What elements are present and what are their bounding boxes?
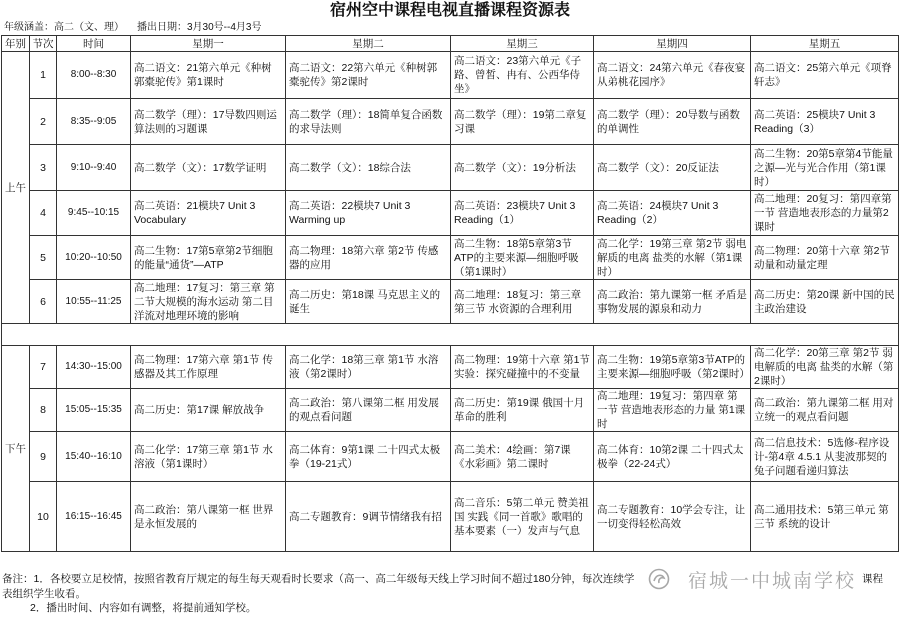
course-cell-wed: 高二生物：18第5章第3节ATP的主要来源—细胞呼吸（第1课时） xyxy=(451,236,594,280)
note-line-1-tail: 课程 xyxy=(862,573,883,585)
schedule-row xyxy=(2,191,899,236)
course-cell-thu: 高二数学（理）：20导数与函数的单调性 xyxy=(594,99,751,145)
separator-cell xyxy=(2,324,899,346)
period-time: 9:45--10:15 xyxy=(57,191,131,236)
course-cell-thu: 高二语文：24第六单元《春夜宴从弟桃花园序》 xyxy=(594,52,751,99)
period-time: 8:35--9:05 xyxy=(57,99,131,145)
course-cell-mon: 高二政治：第八课第一框 世界是永恒发展的 xyxy=(131,482,286,552)
course-cell-tue: 高二数学（文）：18综合法 xyxy=(286,145,451,191)
course-cell-fri: 高二物理：20第十六章 第2节动量和动量定理 xyxy=(751,236,899,280)
course-cell-thu: 高二化学：19第三章 第2节 弱电解质的电离 盐类的水解（第1课时） xyxy=(594,236,751,280)
header-day-mon: 星期一 xyxy=(131,36,286,52)
course-cell-wed: 高二数学（文）：19分析法 xyxy=(451,145,594,191)
course-cell-wed: 高二物理：19第十六章 第1节 实验：探究碰撞中的不变量 xyxy=(451,346,594,389)
course-cell-wed: 高二音乐：5第二单元 赞美祖国 实践《同一首歌》歌唱的基本要素（一）发声与气息 xyxy=(451,482,594,552)
note-line-2: 表组织学生收看。 xyxy=(2,587,86,600)
course-cell-tue: 高二化学：18第三章 第1节 水溶液（第2课时） xyxy=(286,346,451,389)
period-number: 7 xyxy=(30,346,57,389)
period-number: 8 xyxy=(30,389,57,432)
header-day-wed: 星期三 xyxy=(451,36,594,52)
course-cell-mon: 高二生物：17第5章第2节细胞的能量“通货”—ATP xyxy=(131,236,286,280)
course-cell-mon: 高二语文：21第六单元《种树郭橐驼传》第1课时 xyxy=(131,52,286,99)
course-cell-thu: 高二生物：19第5章第3节ATP的主要来源—细胞呼吸（第2课时） xyxy=(594,346,751,389)
course-cell-tue: 高二专题教育：9调节情绪我有招 xyxy=(286,482,451,552)
course-cell-wed: 高二地理：18复习：第三章第三节 水资源的合理利用 xyxy=(451,280,594,324)
header-period: 节次 xyxy=(30,36,57,52)
period-number: 10 xyxy=(30,482,57,552)
course-cell-fri: 高二通用技术：5第三单元 第三节 系统的设计 xyxy=(751,482,899,552)
course-cell-wed: 高二语文：23第六单元《子路、曾皙、冉有、公西华侍坐》 xyxy=(451,52,594,99)
course-cell-tue: 高二体育：9第1课 二十四式太极拳（19-21式） xyxy=(286,432,451,482)
course-cell-tue: 高二英语：22模块7 Unit 3 Warming up xyxy=(286,191,451,236)
schedule-row xyxy=(2,145,899,191)
course-cell-thu: 高二专题教育：10学会专注，让一切变得轻松高效 xyxy=(594,482,751,552)
course-cell-wed: 高二英语：23模块7 Unit 3 Reading（1） xyxy=(451,191,594,236)
course-cell-fri: 高二政治：第九课第二框 用对立统一的观点看问题 xyxy=(751,389,899,432)
course-cell-fri: 高二生物：20第5章第4节能量之源—光与光合作用（第1课时） xyxy=(751,145,899,191)
schedule-table xyxy=(1,35,899,552)
section-label-afternoon: 下午 xyxy=(2,346,30,552)
period-time: 10:55--11:25 xyxy=(57,280,131,324)
period-time: 15:05--15:35 xyxy=(57,389,131,432)
course-cell-mon: 高二历史：第17课 解放战争 xyxy=(131,389,286,432)
schedule-row xyxy=(2,99,899,145)
schedule-row xyxy=(2,432,899,482)
period-number: 6 xyxy=(30,280,57,324)
course-cell-tue: 高二物理：18第六章 第2节 传感器的应用 xyxy=(286,236,451,280)
header-section: 年别 xyxy=(2,36,30,52)
course-cell-mon: 高二数学（理）：17导数四则运算法则的习题课 xyxy=(131,99,286,145)
period-number: 3 xyxy=(30,145,57,191)
course-cell-thu: 高二数学（文）：20反证法 xyxy=(594,145,751,191)
period-time: 15:40--16:10 xyxy=(57,432,131,482)
period-time: 8:00--8:30 xyxy=(57,52,131,99)
schedule-row xyxy=(2,52,899,99)
header-day-fri: 星期五 xyxy=(751,36,899,52)
period-number: 5 xyxy=(30,236,57,280)
period-time: 9:10--9:40 xyxy=(57,145,131,191)
course-cell-fri: 高二语文：25第六单元《项脊轩志》 xyxy=(751,52,899,99)
section-label-morning: 上午 xyxy=(2,52,30,324)
course-cell-tue: 高二数学（理）：18简单复合函数的求导法则 xyxy=(286,99,451,145)
header-day-tue: 星期二 xyxy=(286,36,451,52)
school-logo-icon xyxy=(648,568,670,590)
header-time: 时间 xyxy=(57,36,131,52)
course-cell-thu: 高二体育：10第2课 二十四式太极拳（22-24式） xyxy=(594,432,751,482)
course-cell-fri: 高二信息技术：5选修-程序设计-第4章 4.5.1 从斐波那契的兔子问题看递归算法 xyxy=(751,432,899,482)
page-title: 宿州空中课程电视直播课程资源表 xyxy=(329,2,570,19)
period-number: 9 xyxy=(30,432,57,482)
watermark-text: 宿城一中城南学校 xyxy=(688,570,857,592)
course-cell-wed: 高二美术：4绘画：第7课《水彩画》第二课时 xyxy=(451,432,594,482)
grade-coverage: 年级涵盖：高二（文、理） xyxy=(4,22,124,33)
course-cell-thu: 高二地理：19复习：第四章 第一节 营造地表形态的力量 第1课时 xyxy=(594,389,751,432)
course-cell-mon: 高二化学：17第三章 第1节 水溶液（第1课时） xyxy=(131,432,286,482)
note-line-3: 2．播出时间、内容如有调整，将提前通知学校。 xyxy=(30,602,257,614)
course-cell-tue: 高二政治：第八课第二框 用发展的观点看问题 xyxy=(286,389,451,432)
course-cell-mon: 高二英语：21模块7 Unit 3 Vocabulary xyxy=(131,191,286,236)
course-cell-thu: 高二政治：第九课第一框 矛盾是事物发展的源泉和动力 xyxy=(594,280,751,324)
course-cell-mon: 高二数学（文）：17数学证明 xyxy=(131,145,286,191)
note-line-1-text: 备注：1．各校要立足校情，按照省教育厅规定的每生每天观看时长要求（高一、高二年级每天线上学习时间不超过180分钟，每次连续学 xyxy=(2,573,635,585)
table-meta xyxy=(0,21,898,35)
header-day-thu: 星期四 xyxy=(594,36,751,52)
broadcast-dates: 播出日期：3月30号--4月3号 xyxy=(137,22,262,33)
period-number: 2 xyxy=(30,99,57,145)
schedule-row xyxy=(2,346,899,389)
course-cell-tue: 高二历史：第18课 马克思主义的诞生 xyxy=(286,280,451,324)
course-cell-thu: 高二英语：24模块7 Unit 3 Reading（2） xyxy=(594,191,751,236)
watermark xyxy=(648,565,888,593)
course-cell-tue: 高二语文：22第六单元《种树郭橐驼传》第2课时 xyxy=(286,52,451,99)
course-cell-fri: 高二历史：第20课 新中国的民主政治建设 xyxy=(751,280,899,324)
course-cell-fri: 高二地理：20复习：第四章第一节 营造地表形态的力量第2课时 xyxy=(751,191,899,236)
course-cell-mon: 高二地理：17复习：第三章 第二节大规模的海水运动 第二目洋流对地理环境的影响 xyxy=(131,280,286,324)
section-separator xyxy=(2,324,899,346)
schedule-row xyxy=(2,389,899,432)
period-time: 14:30--15:00 xyxy=(57,346,131,389)
course-cell-wed: 高二数学（理）：19第二章复习课 xyxy=(451,99,594,145)
period-number: 4 xyxy=(30,191,57,236)
course-cell-fri: 高二英语：25模块7 Unit 3 Reading（3） xyxy=(751,99,899,145)
period-time: 10:20--10:50 xyxy=(57,236,131,280)
header-row xyxy=(2,36,899,52)
schedule-row xyxy=(2,280,899,324)
course-cell-mon: 高二物理：17第六章 第1节 传感器及其工作原理 xyxy=(131,346,286,389)
course-cell-fri: 高二化学：20第三章 第2节 弱电解质的电离 盐类的水解（第2课时） xyxy=(751,346,899,389)
schedule-row xyxy=(2,236,899,280)
schedule-row xyxy=(2,482,899,552)
course-cell-wed: 高二历史：第19课 俄国十月革命的胜利 xyxy=(451,389,594,432)
period-time: 16:15--16:45 xyxy=(57,482,131,552)
period-number: 1 xyxy=(30,52,57,99)
